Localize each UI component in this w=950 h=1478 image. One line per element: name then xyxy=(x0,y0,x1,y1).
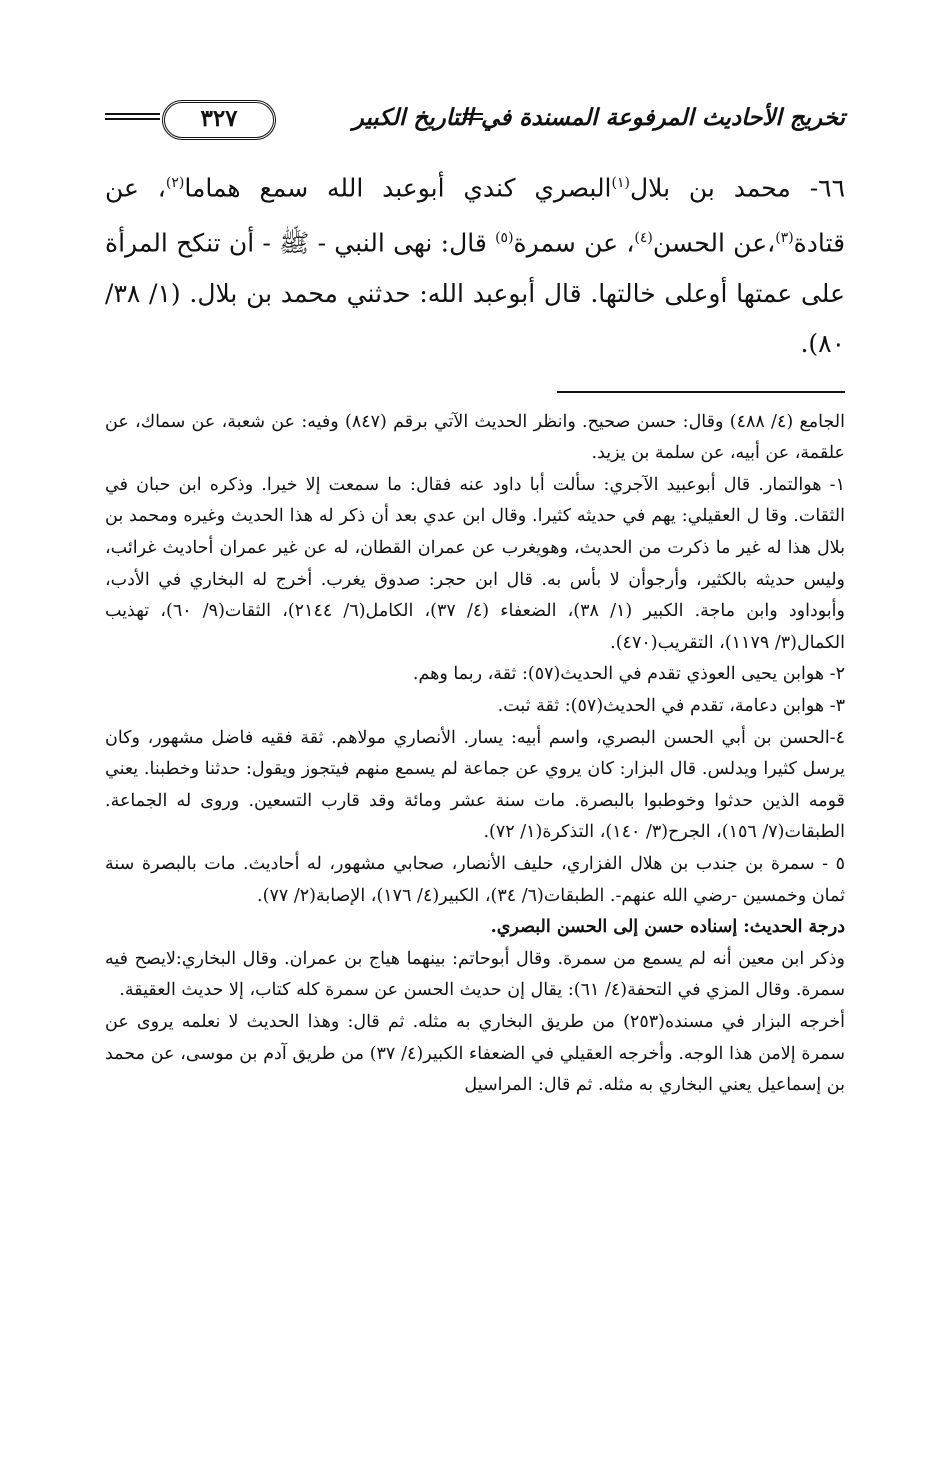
hadith-number: ٦٦- xyxy=(809,173,845,203)
footnote-5: ٥ - سمرة بن جندب بن هلال الفزاري، حليف الأنصار، صحابي مشهور، له أحاديث. مات بالبصرة سنة ثمان وخمسين -رضي الله عنهم-. الطبقات(٦/ ٣٤)، الكبير(٤/ ١٧٦)، الإصابة(٢/ ٧٧). xyxy=(105,853,845,906)
footnote-carryover: الجامع (٤/ ٤٨٨) وقال: حسن صحيح. وانظر الحديث الآتي برقم (٨٤٧) وفيه: عن شعبة، عن سماك، عن علقمة، عن أبيه، عن سلمة بن يزيد. xyxy=(105,411,845,464)
hadith-segment: قال: نهى النبي - ﷺ - أن تنكح المرأة على عمتها أوعلى خالتها. قال أبوعبد الله: حدثني محمد بن بلال. (١/ ٣٨/ ٨٠). xyxy=(105,228,846,358)
hadith-segment: البصري كندي أبوعبد الله سمع هماما xyxy=(184,173,612,203)
footnote-ref[interactable]: (١) xyxy=(611,175,630,191)
hadith-segment: ، عن قتادة xyxy=(105,173,846,258)
footnote-divider xyxy=(557,391,845,393)
footnote-1: ١- هوالتمار. قال أبوعبيد الآجري: سألت أبا داود عنه فقال: ما سمعت إلا خيرا. وذكره ابن حبان في الثقات. وقا ل العقيلي: يهم في حديثه كثيرا. وقال ابن عدي بعد أن ذكر له هذا الحديث وغيره ومحمد بن بلال هذا له غير ما ذكرت من الحديث، وهويغرب عن عمران القطان، له عن غير عمران أحاديث غرائب، وليس حديثه بالكثير، وأرجوأن لا بأس به. قال ابن حجر: صدوق يغرب. أخرج له البخاري في الأدب، وأبوداود وابن ماجة. الكبير (١/ ٣٨)، الضعفاء (٤/ ٣٧)، الكامل(٦/ ٢١٤٤)، الثقات(٩/ ٦٠)، تهذيب الكمال(٣/ ١١٧٩)، التقريب(٤٧٠). xyxy=(105,474,845,653)
footnote-ref[interactable]: (٥) xyxy=(495,230,514,247)
footnote-ref[interactable]: (٤) xyxy=(634,230,653,247)
hadith-text xyxy=(105,158,845,369)
footnote-ref[interactable]: (٣) xyxy=(775,230,794,247)
hadith-segment: ، عن سمرة xyxy=(513,228,635,258)
hadith-segment: ،عن الحسن xyxy=(652,228,776,258)
footnotes xyxy=(105,407,845,1102)
hadith-segment: محمد بن بلال xyxy=(629,173,810,203)
page-header xyxy=(105,98,845,148)
footnote-3: ٣- هوابن دعامة، تقدم في الحديث(٥٧): ثقة ثبت. xyxy=(497,696,845,716)
grade-paragraph: وذكر ابن معين أنه لم يسمع من سمرة. وقال أبوحاتم: بينهما هياج بن عمران. وقال البخاري:لايصح فيه سمرة. وقال المزي في التحفة(٤/ ٦١): يقال إن حديث الحسن عن سمرة كله كتاب، إلا حديث العقيقة. xyxy=(105,948,845,1001)
book-page xyxy=(105,98,845,1102)
running-title: تخريج الأحاديث المرفوعة المسندة في التاريخ الكبير xyxy=(352,104,845,131)
footnote-4: ٤-الحسن بن أبي الحسن البصري، واسم أبيه: يسار. الأنصاري مولاهم. ثقة فقيه فاضل مشهور، وكان يرسل كثيرا ويدلس. قال البزار: كان يروي عن جماعة لم يسمع منهم فيتجوز ويقول: حدثنا وخطبنا. يعني قومه الذين حدثوا وخوطبوا بالبصرة. مات سنة عشر ومائة وقد قارب التسعين. وروى له الجماعة. الطبقات(٧/ ١٥٦)، الجرح(٣/ ١٤٠)، التذكرة(١/ ٧٢). xyxy=(105,727,845,843)
grade-heading: درجة الحديث: إسناده حسن إلى الحسن البصري. xyxy=(490,917,845,938)
footnote-ref[interactable]: (٢) xyxy=(165,175,185,191)
footnote-2: ٢- هوابن يحيى العوذي تقدم في الحديث(٥٧): ثقة، ربما وهم. xyxy=(412,664,845,685)
header-rule-left xyxy=(105,113,160,120)
grade-paragraph: أخرجه البزار في مسنده(٢٥٣) من طريق البخاري به مثله. ثم قال: وهذا الحديث لا نعلمه يروى عن سمرة إلامن هذا الوجه. وأخرجه العقيلي في الضعفاء الكبير(٤/ ٣٧) من طريق آدم بن موسى، عن محمد بن إسماعيل يعني البخاري به مثله. ثم قال: المراسيل xyxy=(105,1011,846,1096)
page-number: ٣٢٧ xyxy=(162,100,276,140)
header-rule xyxy=(463,113,483,120)
